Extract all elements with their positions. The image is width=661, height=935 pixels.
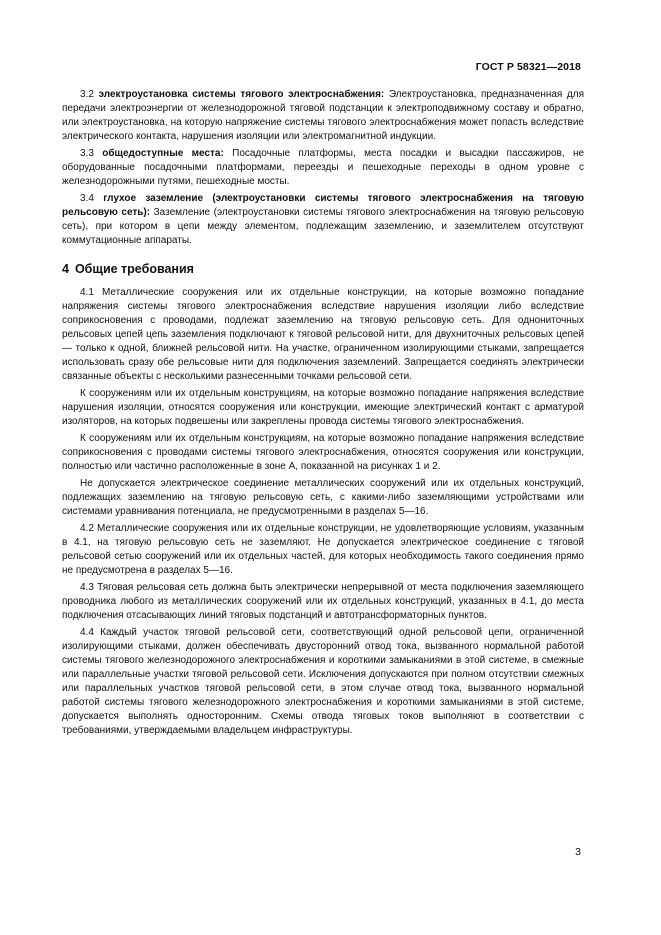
term: общедоступные места: bbox=[102, 148, 224, 159]
definition-text: Посадочные платформы, места посадки и высадки пассажиров, не оборудованные посадочными платформами, переезды и пешеходные переходы в одном уровне с железнодорожными путями, пешеходные мосты. bbox=[62, 148, 585, 187]
definition-3-3 bbox=[62, 147, 584, 189]
paragraph: 4.3 Тяговая рельсовая сеть должна быть электрически непрерывной от места подключения заземляющего проводника любого из металлических сооружений или их отдельных конструкций, указанных в 4.1, до места подключения отсасывающих линий тяговых подстанций и автотрансформаторных пунктов. bbox=[62, 582, 584, 621]
definition-text: Заземление (электроустановки системы тягового электроснабжения на тяговую рельсовую сеть), при котором в цепи между элементом, подлежащим заземлению, и заземлителем отсутствуют коммутационные аппараты. bbox=[62, 207, 584, 246]
paragraph: Не допускается электрическое соединение металлических сооружений или их отдельных конструкций, подлежащих заземлению на тяговую рельсовую сеть, с какими-либо заземляющими устройствами или системами уравнивания потенциала, не предусмотренными в разделах 5—16. bbox=[62, 478, 584, 517]
definition-3-2 bbox=[62, 88, 584, 144]
paragraph: К сооружениям или их отдельным конструкциям, на которые возможно попадание напряжения вследствие нарушения изоляции, относятся сооружения или конструкции, имеющие электрический контакт с арматурой изоляторов, на которых подвешены или закреплены провода системы тягового электроснабжения. bbox=[62, 388, 584, 427]
clause-number: 3.3 bbox=[80, 148, 94, 159]
definition-3-4 bbox=[62, 192, 584, 248]
paragraph: 4.4 Каждый участок тяговой рельсовой сети, соответствующий одной рельсовой цепи, ограниченной изолирующими стыками, должен обеспечивать двусторонний отвод тока, вызванного нормальной работой системы тягового железнодорожного электроснабжения и короткими замыканиями в этой системе, в смежные или параллельные участки тяговой рельсовой сети. Исключения допускаются при полном отсутствии смежных или параллельных участков тяговой рельсовой сети, в этом случае отвод тока, вызванного нормальной работой системы тягового железнодорожного электроснабжения и короткими замыканиями в этой системе, допускается выполнять односторонним. Схемы отвода тяговых токов выполняют в соответствии с требованиями, утверждаемыми владельцем инфраструктуры. bbox=[62, 627, 584, 736]
document-code: ГОСТ Р 58321—2018 bbox=[475, 61, 581, 73]
term: электроустановка системы тягового электроснабжения: bbox=[98, 89, 385, 100]
term: глухое заземление (электроустановки системы тягового электроснабжения на тяговую рельсовую сеть): bbox=[62, 193, 584, 218]
paragraph: 4.1 Металлические сооружения или их отдельные конструкции, на которые возможно попадание напряжения системы тягового электроснабжения вследствие нарушения изоляции либо вследствие соприкосновения с проводами, подлежат заземлению на тяговую рельсовую сеть. Для однониточных рельсовых цепей цепь заземления подключают к тяговой рельсовой нити, для двухниточных рельсовых цепей — только к одной, ближней рельсовой нити. На участке, ограниченном изолирующими стыками, запрещается использовать сразу обе рельсовые нити для подключения заземлений. Запрещается соединять электрически связанные объекты с несколькими разнесенными точками рельсовой сети. bbox=[62, 287, 584, 382]
section-heading bbox=[62, 262, 584, 276]
paragraph: К сооружениям или их отдельным конструкциям, на которые возможно попадание напряжения вследствие соприкосновения с проводами системы тягового электроснабжения, относятся сооружения или конструкции, полностью или частично расположенные в зоне А, показанной на рисунках 1 и 2. bbox=[62, 433, 584, 472]
clause-number: 3.2 bbox=[80, 89, 94, 100]
page-number: 3 bbox=[575, 846, 581, 858]
section-title: Общие требования bbox=[74, 262, 194, 276]
section-number: 4 bbox=[62, 262, 69, 276]
page-content bbox=[62, 88, 584, 741]
clause-number: 3.4 bbox=[80, 193, 94, 204]
definition-text: Электроустановка, предназначенная для передачи электроэнергии от железнодорожной тяговой подстанции к электроподвижному составу и обратно, или электроустановка, на которую напряжение системы тягового электроснабжения может попасть вследствие электрического контакта, нарушения изоляции или электромагнитной индукции. bbox=[62, 89, 585, 142]
paragraph: 4.2 Металлические сооружения или их отдельные конструкции, не удовлетворяющие условиям, указанным в 4.1, на тяговую рельсовую сеть не заземляют. Не допускается электрическое соединение с тяговой рельсовой сетью сооружений или их отдельных частей, для которых необходимость такого соединения прямо не предусмотрена в разделах 5—16. bbox=[62, 523, 584, 576]
